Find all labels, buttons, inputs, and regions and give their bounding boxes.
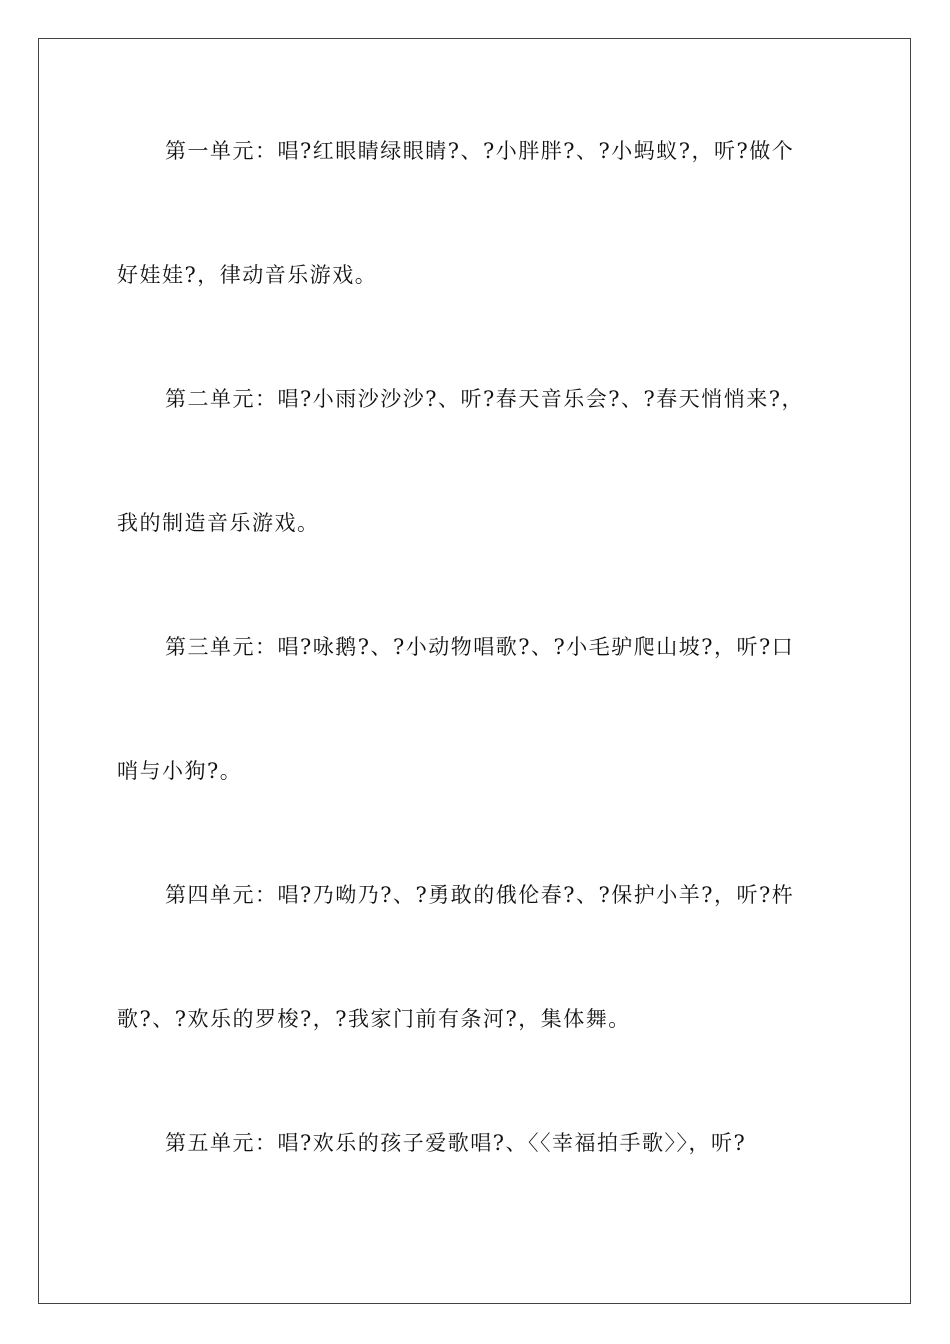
- unit-2-line-1: 第二单元：唱?小雨沙沙沙?、听?春天音乐会?、?春天悄悄来?，: [165, 387, 805, 411]
- page-border: [38, 38, 911, 1304]
- unit-2-line-2: 我的制造音乐游戏。: [117, 511, 320, 535]
- unit-1-line-2: 好娃娃?，律动音乐游戏。: [117, 263, 378, 287]
- unit-4-line-1: 第四单元：唱?乃呦乃?、?勇敢的俄伦春?、?保护小羊?，听?杵: [165, 883, 795, 907]
- unit-3-line-1: 第三单元：唱?咏鹅?、?小动物唱歌?、?小毛驴爬山坡?，听?口: [165, 635, 795, 659]
- unit-1-line-1: 第一单元：唱?红眼睛绿眼睛?、?小胖胖?、?小蚂蚁?，听?做个: [165, 139, 795, 163]
- unit-5-line-1: 第五单元：唱?欢乐的孩子爱歌唱?、〈〈幸福拍手歌〉〉，听?: [165, 1131, 747, 1155]
- unit-4-line-2: 歌?、?欢乐的罗梭?，?我家门前有条河?，集体舞。: [117, 1007, 631, 1031]
- unit-3-line-2: 哨与小狗?。: [117, 759, 243, 783]
